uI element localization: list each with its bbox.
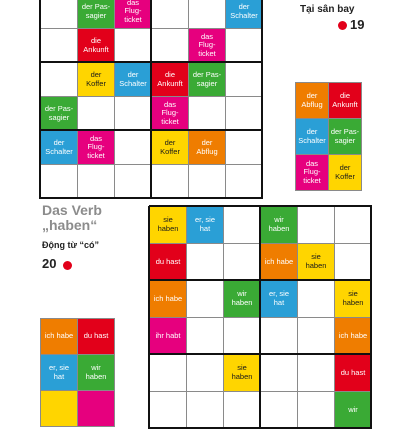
box-divider [261, 0, 263, 199]
box-divider [148, 206, 150, 429]
legend-cell: das Flug- ticket [295, 154, 329, 191]
sudoku-cell: der Pas- sagier [188, 62, 226, 97]
box-divider [39, 0, 41, 199]
sudoku-cell-empty[interactable] [151, 0, 189, 29]
legend-cell [77, 390, 115, 427]
puzzle20-subtitle: Động từ “có” [42, 240, 100, 250]
sudoku-cell-empty[interactable] [334, 243, 372, 281]
puzzle20-number: 20 [42, 256, 57, 271]
sudoku-cell-empty[interactable] [225, 96, 263, 131]
sudoku-cell-empty[interactable] [114, 96, 152, 131]
sudoku-cell: sie haben [297, 243, 335, 281]
sudoku-cell-empty[interactable] [186, 354, 224, 392]
puzzle20-word-legend [40, 318, 114, 426]
sudoku-cell: die Ankunft [151, 62, 189, 97]
sudoku-cell: du hast [149, 243, 187, 281]
sudoku-cell-empty[interactable] [77, 164, 115, 199]
legend-cell: du hast [77, 318, 115, 355]
sudoku-cell-empty[interactable] [151, 28, 189, 63]
sudoku-cell: sie haben [334, 280, 372, 318]
sudoku-cell: das Flug- ticket [77, 130, 115, 165]
sudoku-cell: der Schalter [225, 0, 263, 29]
sudoku-cell-empty[interactable] [188, 96, 226, 131]
sudoku-cell-empty[interactable] [114, 28, 152, 63]
sudoku-cell: er, sie hat [186, 206, 224, 244]
puzzle19-sudoku-grid [40, 0, 262, 198]
sudoku-cell-empty[interactable] [77, 96, 115, 131]
sudoku-cell-empty[interactable] [225, 130, 263, 165]
puzzle19-subtitle: Tại sân bay [300, 4, 355, 15]
sudoku-cell: ich habe [260, 243, 298, 281]
puzzle20-sudoku-grid [149, 206, 371, 428]
sudoku-cell: du hast [334, 354, 372, 392]
legend-cell: der Pas- sagier [328, 118, 362, 155]
sudoku-cell-empty[interactable] [260, 391, 298, 429]
legend-cell: der Abflug [295, 82, 329, 119]
legend-cell: der Koffer [328, 154, 362, 191]
sudoku-cell: der Abflug [188, 130, 226, 165]
sudoku-cell: der Schalter [40, 130, 78, 165]
sudoku-cell: der Pas- sagier [40, 96, 78, 131]
sudoku-cell-empty[interactable] [225, 62, 263, 97]
sudoku-cell-empty[interactable] [149, 391, 187, 429]
sudoku-cell-empty[interactable] [40, 164, 78, 199]
box-divider [370, 206, 372, 429]
sudoku-cell: der Koffer [77, 62, 115, 97]
sudoku-cell: der Pas- sagier [77, 0, 115, 29]
sudoku-cell-empty[interactable] [114, 130, 152, 165]
sudoku-cell-empty[interactable] [223, 206, 261, 244]
sudoku-cell-empty[interactable] [223, 243, 261, 281]
sudoku-cell-empty[interactable] [225, 164, 263, 199]
sudoku-cell-empty[interactable] [188, 164, 226, 199]
sudoku-cell: ich habe [149, 280, 187, 318]
sudoku-cell-empty[interactable] [186, 317, 224, 355]
legend-cell: der Schalter [295, 118, 329, 155]
puzzle19-number: 19 [350, 17, 365, 32]
sudoku-cell-empty[interactable] [297, 206, 335, 244]
puzzle20-title: Das Verb „haben“ [42, 202, 102, 233]
sudoku-cell: ich habe [334, 317, 372, 355]
sudoku-cell-empty[interactable] [40, 62, 78, 97]
sudoku-cell-empty[interactable] [297, 280, 335, 318]
sudoku-cell: das Flug- ticket [114, 0, 152, 29]
puzzle20-number-dot [63, 261, 72, 270]
sudoku-cell-empty[interactable] [297, 354, 335, 392]
sudoku-cell-empty[interactable] [297, 391, 335, 429]
sudoku-cell-empty[interactable] [186, 391, 224, 429]
puzzle19-number-dot [338, 21, 347, 30]
sudoku-cell-empty[interactable] [260, 317, 298, 355]
sudoku-cell-empty[interactable] [114, 164, 152, 199]
sudoku-cell: wir haben [260, 206, 298, 244]
sudoku-cell: das Flug- ticket [188, 28, 226, 63]
legend-cell: ich habe [40, 318, 78, 355]
sudoku-cell: wir [334, 391, 372, 429]
sudoku-cell-empty[interactable] [188, 0, 226, 29]
sudoku-cell: sie haben [149, 206, 187, 244]
sudoku-cell-empty[interactable] [186, 280, 224, 318]
box-divider [259, 206, 261, 429]
sudoku-cell: das Flug- ticket [151, 96, 189, 131]
sudoku-cell-empty[interactable] [149, 354, 187, 392]
legend-cell [40, 390, 78, 427]
sudoku-cell: er, sie hat [260, 280, 298, 318]
sudoku-cell-empty[interactable] [225, 28, 263, 63]
sudoku-cell-empty[interactable] [40, 0, 78, 29]
sudoku-cell-empty[interactable] [260, 354, 298, 392]
sudoku-cell-empty[interactable] [186, 243, 224, 281]
sudoku-cell: der Schalter [114, 62, 152, 97]
legend-cell: er, sie hat [40, 354, 78, 391]
sudoku-cell: die Ankunft [77, 28, 115, 63]
sudoku-cell: der Koffer [151, 130, 189, 165]
sudoku-cell-empty[interactable] [223, 317, 261, 355]
box-divider [150, 0, 152, 199]
sudoku-cell-empty[interactable] [334, 206, 372, 244]
sudoku-cell-empty[interactable] [151, 164, 189, 199]
sudoku-cell-empty[interactable] [40, 28, 78, 63]
sudoku-cell: wir haben [223, 280, 261, 318]
legend-cell: wir haben [77, 354, 115, 391]
legend-cell: die Ankunft [328, 82, 362, 119]
sudoku-cell: sie haben [223, 354, 261, 392]
sudoku-cell: ihr habt [149, 317, 187, 355]
sudoku-cell-empty[interactable] [223, 391, 261, 429]
puzzle19-word-legend [295, 82, 361, 190]
sudoku-cell-empty[interactable] [297, 317, 335, 355]
